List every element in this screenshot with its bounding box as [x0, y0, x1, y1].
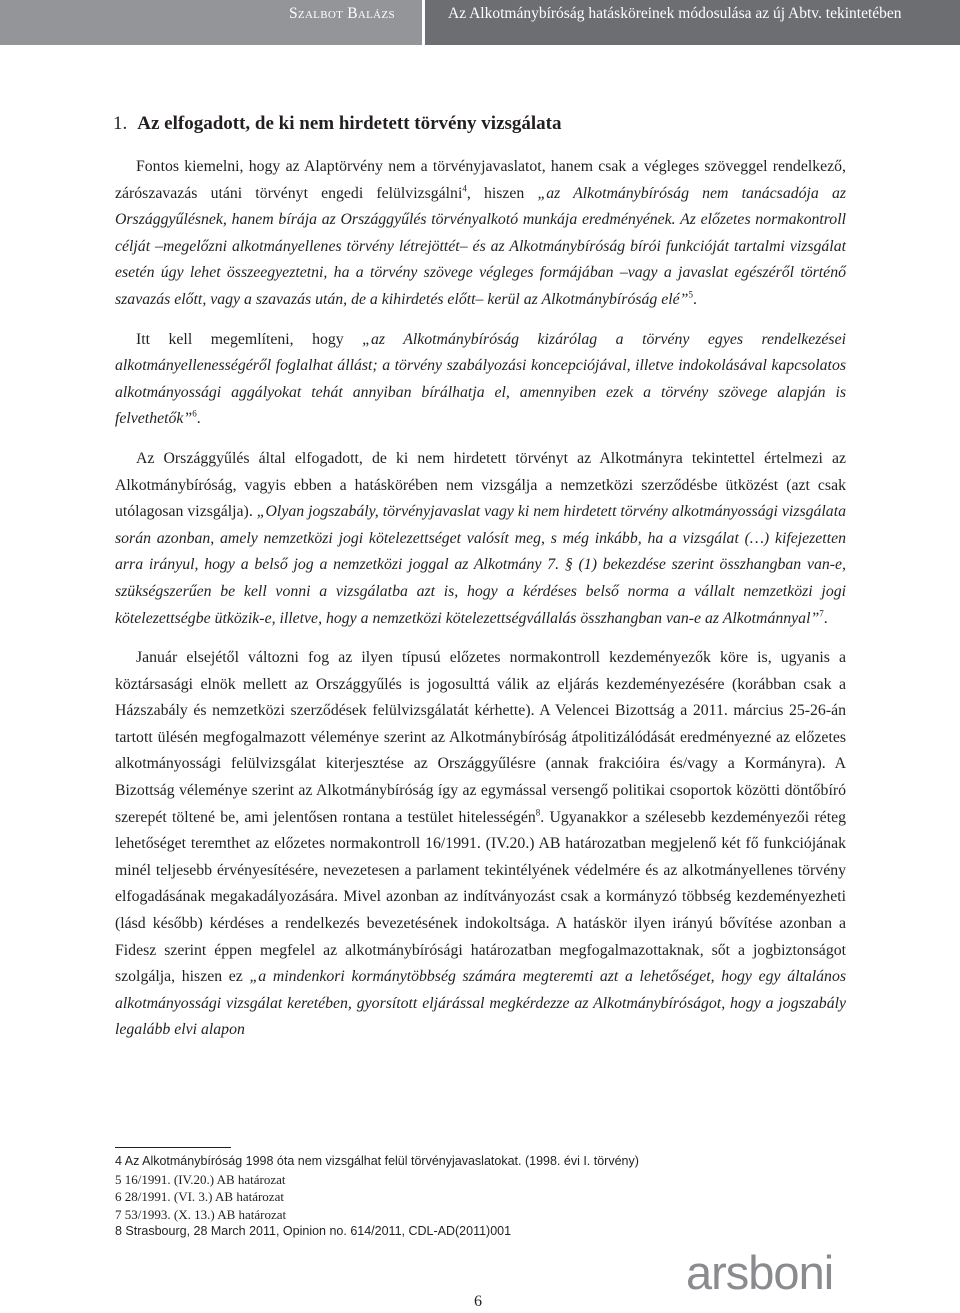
paragraph-text: Január elsejétől változni fog az ilyen típusú előzetes normakontroll kezdeményezők köre is, ugyanis a köztársasági elnök mellett az Országgyűlés is jogosulttá válik az eljárás kezdeményezésére (korábban csak a Házszabály és nemzetközi szerződések felülvizsgálatát kérhette). A Velencei Bizottság a 2011. március 25-26-án tartott ülésén megfogalmazott véleménye szerint az Alkotmánybíróság átpolitizálódását eredményezné az előzetes alkotmányossági felülvizsgálat kiterjesztése az Országgyűlésre (annak frakcióira és/vagy a Kormányra). A Bizottság véleménye szerint az Alkotmánybíróság így az egymással versengő politikai csoportok közötti döntőbíró szerepét töltené be, ami jelentősen rontana a testület hitelességén: [115, 649, 846, 826]
paragraph-text: . Ugyanakkor a szélesebb kezdeményezői réteg lehetőséget teremthet az előzetes normakontroll 16/1991. (IV.20.) AB határozatban megjelenő két fő funkciójának minél teljesebb érvényesítésére, nevezetesen a parlament tekintélyének védelmére és az alkotmányellenes törvény elfogadásának megakadályozására. Mivel azonban az indítványozást csak a kormányzó többség kezdeményezheti (lásd később) kérdéses a rendelkezés bevezetésének indokoltsága. A hatáskör ilyen irányú bővítése azonban a Fidesz szerint éppen megfelel az alkotmánybírósági határozatban megfogalmazottaknak, sőt a jogbiztonságot szolgálja, hiszen ez: [115, 808, 846, 986]
header-author: Szalbot Balázs: [0, 0, 422, 45]
page-number: 6: [474, 1293, 482, 1310]
body-text: [115, 154, 846, 1057]
publisher-logo: arsboni: [686, 1246, 834, 1299]
quotation: „az Alkotmánybíróság nem tanácsadója az Országgyűlésnek, hanem bírája az Országgyűlés törvényalkotó munkája eredményének. Az előzetes normakontroll célját ‒megelőzni alkotmányellenes törvény létrejöttét‒ és az Alkotmánybíróság bírói funkcióját tartalmi vizsgálat esetén úgy lehet összeegyeztetni, ha a törvény szövege végleges formájában ‒vagy a javaslat egészéről történő szavazás előtt, vagy a szavazás után, de a kihirdetés előtt‒ kerül az Alkotmánybíróság elé”: [115, 184, 847, 308]
footnote-5: 5 16/1991. (IV.20.) AB határozat: [115, 1171, 286, 1187]
paragraph-text: .: [823, 609, 828, 627]
footnote-divider: [115, 1147, 231, 1148]
footnote-ref[interactable]: 6: [192, 409, 197, 420]
paragraph-1: [115, 154, 846, 314]
quotation: „Olyan jogszabály, törvényjavaslat vagy ki nem hirdetett törvény alkotmányossági vizsgálata során azonban, amely nemzetközi jogi kötelezettséget valósít meg, s még inkább, ha a vizsgálat (…) kifejezetten arra irányul, hogy a belső jog a nemzetközi joggal az Alkotmány 7. § (1) bekezdése szerint összhangban van-e, szükségszerűen be kell vonni a vizsgálatba azt is, hogy a kérdéses belső norma a vállalt nemzetközi jogi kötelezettségbe ütközik-e, illetve, hogy a nemzetközi kötelezettségvállalás összhangban van-e az Alkotmánnyal”: [115, 503, 846, 627]
footnote-ref[interactable]: 4: [462, 183, 467, 194]
paragraph-text: .: [692, 290, 697, 308]
paragraph-3: [115, 446, 846, 632]
header-title: Az Alkotmánybíróság hatásköreinek módosulása az új Abtv. tekintetében: [425, 0, 960, 45]
paragraph-text: Fontos kiemelni, hogy az Alaptörvény nem a törvényjavaslatot, hanem csak a végleges szöveggel rendelkező, zárószavazás utáni törvényt engedi felülvizsgálni: [115, 158, 846, 202]
footnote-6: 6 28/1991. (VI. 3.) AB határozat: [115, 1189, 284, 1204]
paragraph-text: , hiszen: [466, 184, 538, 202]
paragraph-text: Itt kell megemlíteni, hogy: [136, 330, 363, 348]
footnote-8: 8 Strasbourg, 28 March 2011, Opinion no. 614/2011, CDL-AD(2011)001: [115, 1224, 512, 1238]
paragraph-text: .: [196, 410, 201, 428]
paragraph-2: [115, 327, 846, 433]
quotation: „a mindenkori kormánytöbbség számára megteremti azt a lehetőséget, hogy egy általános alkotmányossági vizsgálat keretében, gyorsított eljárással megkérdezze az Alkotmánybíróságot, hogy a jogszabály legalább elvi alapon: [115, 968, 846, 1039]
section-number: 1.: [113, 113, 128, 134]
footnote-ref[interactable]: 5: [688, 289, 693, 300]
footnotes: [115, 1153, 715, 1241]
footnote-ref[interactable]: 8: [535, 807, 541, 818]
footnote-4: 4 Az Alkotmánybíróság 1998 óta nem vizsgálhat felül törvényjavaslatokat. (1998. évi I. törvény): [115, 1154, 639, 1168]
running-header: [0, 0, 960, 45]
section-title: Az elfogadott, de ki nem hirdetett törvény vizsgálata: [137, 113, 562, 134]
section-heading: [113, 113, 562, 135]
footnote-ref[interactable]: 7: [819, 608, 824, 619]
quotation: „az Alkotmánybíróság kizárólag a törvény egyes rendelkezései alkotmányellenességéről foglalhat állást; a törvény szabályozási koncepciójával, illetve indokolásával kapcsolatos alkotmányossági aggályokat tehát annyiban bírálhatja el, amennyiben ezek a törvény szövege alapján is felvethetők”: [115, 330, 846, 428]
paragraph-4: [115, 645, 846, 1044]
paragraph-text: Az Országgyűlés által elfogadott, de ki nem hirdetett törvényt az Alkotmányra tekintettel értelmezi az Alkotmánybíróság, vagyis ebben a hatáskörében nem vizsgálja a nemzetközi szerződésbe ütközést (azt csak utólagosan vizsgálja).: [115, 449, 846, 521]
footnote-7: 7 53/1993. (X. 13.) AB határozat: [115, 1206, 287, 1222]
